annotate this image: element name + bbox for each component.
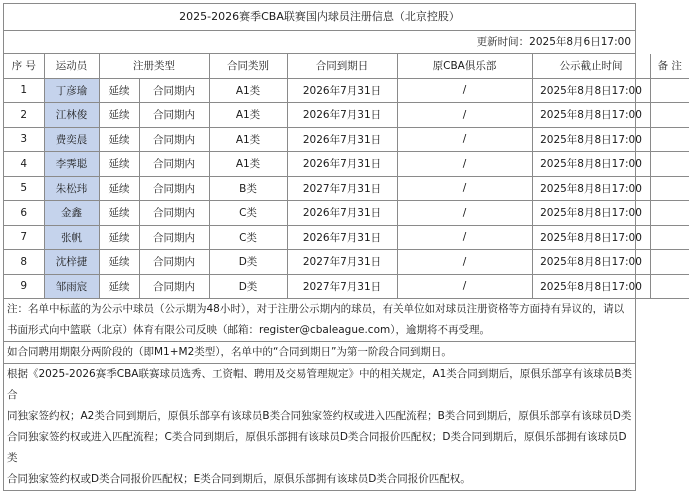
player-name: 丁彦瑜	[44, 78, 99, 103]
reg-type-period: 合同期内	[139, 152, 209, 177]
expiry-date: 2026年7月31日	[287, 127, 397, 152]
former-club: /	[397, 103, 532, 128]
contract-category: A1类	[209, 127, 287, 152]
row-no: 3	[4, 127, 44, 152]
player-table	[4, 54, 689, 299]
reg-type-period: 合同期内	[139, 250, 209, 275]
deadline: 2025年8月8日17:00	[532, 274, 650, 299]
former-club: /	[397, 78, 532, 103]
reg-type-period: 合同期内	[139, 103, 209, 128]
note-line: 如合同聘用期限分两阶段的（即M1+M2类型），名单中的“合同到期日”为第一阶段合同到期日。	[7, 346, 452, 358]
note-paragraph	[4, 299, 635, 341]
expiry-date: 2026年7月31日	[287, 103, 397, 128]
player-name: 张帆	[44, 225, 99, 250]
table-row	[4, 152, 689, 177]
table-row	[4, 225, 689, 250]
reg-type-period: 合同期内	[139, 201, 209, 226]
former-club: /	[397, 176, 532, 201]
remark	[650, 127, 689, 152]
note-line: 注：名单中标蓝的为公示中球员（公示期为48小时），对于注册公示期内的球员，有关单位如对球员注册资格等方面持有异议的，请以	[7, 303, 625, 315]
reg-type-period: 合同期内	[139, 127, 209, 152]
table-row	[4, 127, 689, 152]
expiry-date: 2027年7月31日	[287, 176, 397, 201]
player-name: 金鑫	[44, 201, 99, 226]
remark	[650, 103, 689, 128]
row-no: 8	[4, 250, 44, 275]
contract-category: A1类	[209, 152, 287, 177]
reg-type-period: 合同期内	[139, 176, 209, 201]
contract-category: A1类	[209, 103, 287, 128]
note-paragraph	[4, 363, 635, 490]
header-reg-type: 注册类型	[99, 54, 209, 78]
player-name: 江林俊	[44, 103, 99, 128]
contract-category: D类	[209, 274, 287, 299]
former-club: /	[397, 225, 532, 250]
table-row	[4, 176, 689, 201]
former-club: /	[397, 250, 532, 275]
row-no: 7	[4, 225, 44, 250]
table-row	[4, 274, 689, 299]
reg-type-status: 延续	[99, 152, 139, 177]
reg-type-period: 合同期内	[139, 274, 209, 299]
table-row	[4, 201, 689, 226]
row-no: 4	[4, 152, 44, 177]
deadline: 2025年8月8日17:00	[532, 78, 650, 103]
contract-category: C类	[209, 201, 287, 226]
registration-sheet	[3, 3, 682, 491]
notes-section	[4, 299, 635, 490]
expiry-date: 2026年7月31日	[287, 78, 397, 103]
header-contract-category: 合同类别	[209, 54, 287, 78]
header-player: 运动员	[44, 54, 99, 78]
deadline: 2025年8月8日17:00	[532, 103, 650, 128]
table-row	[4, 103, 689, 128]
row-no: 2	[4, 103, 44, 128]
deadline: 2025年8月8日17:00	[532, 250, 650, 275]
reg-type-status: 延续	[99, 274, 139, 299]
sheet-title: 2025-2026赛季CBA联赛国内球员注册信息（北京控股）	[4, 4, 635, 31]
expiry-date: 2027年7月31日	[287, 274, 397, 299]
reg-type-status: 延续	[99, 201, 139, 226]
header-remark: 备 注	[650, 54, 689, 78]
header-deadline: 公示截止时间	[532, 54, 650, 78]
note-line: 根据《2025-2026赛季CBA联赛球员选秀、工资帽、聘用及交易管理规定》中的相关规定，A1类合同到期后，原俱乐部享有该球员B类合	[7, 368, 633, 401]
reg-type-status: 延续	[99, 250, 139, 275]
player-name: 费奕晨	[44, 127, 99, 152]
expiry-date: 2027年7月31日	[287, 250, 397, 275]
reg-type-status: 延续	[99, 78, 139, 103]
remark	[650, 152, 689, 177]
player-name: 沈梓捷	[44, 250, 99, 275]
remark	[650, 201, 689, 226]
row-no: 5	[4, 176, 44, 201]
header-expiry-date: 合同到期日	[287, 54, 397, 78]
player-name: 邹雨宸	[44, 274, 99, 299]
note-line: 合同独家签约权或D类合同报价匹配权；E类合同到期后，原俱乐部拥有该球员D类合同报价匹配权。	[7, 473, 471, 485]
former-club: /	[397, 127, 532, 152]
former-club: /	[397, 274, 532, 299]
table-row	[4, 78, 689, 103]
note-line: 书面形式向中篮联（北京）体育有限公司反映（邮箱：register@cbaleague.com），逾期将不再受理。	[7, 324, 490, 336]
remark	[650, 250, 689, 275]
reg-type-period: 合同期内	[139, 225, 209, 250]
update-time: 更新时间：2025年8月6日17:00	[4, 31, 635, 54]
expiry-date: 2026年7月31日	[287, 201, 397, 226]
table-row	[4, 250, 689, 275]
remark	[650, 225, 689, 250]
row-no: 9	[4, 274, 44, 299]
deadline: 2025年8月8日17:00	[532, 176, 650, 201]
header-former-club: 原CBA俱乐部	[397, 54, 532, 78]
deadline: 2025年8月8日17:00	[532, 225, 650, 250]
deadline: 2025年8月8日17:00	[532, 152, 650, 177]
contract-category: C类	[209, 225, 287, 250]
former-club: /	[397, 152, 532, 177]
header-no: 序 号	[4, 54, 44, 78]
row-no: 6	[4, 201, 44, 226]
reg-type-status: 延续	[99, 103, 139, 128]
contract-category: D类	[209, 250, 287, 275]
expiry-date: 2026年7月31日	[287, 225, 397, 250]
reg-type-status: 延续	[99, 176, 139, 201]
table-header-row	[4, 54, 689, 78]
player-name: 李霁聪	[44, 152, 99, 177]
former-club: /	[397, 201, 532, 226]
note-line: 同独家签约权；A2类合同到期后，原俱乐部享有该球员B类合同独家签约权或进入匹配流程；B类合同到期后，原俱乐部享有该球员D类	[7, 410, 632, 422]
contract-category: A1类	[209, 78, 287, 103]
expiry-date: 2026年7月31日	[287, 152, 397, 177]
reg-type-status: 延续	[99, 127, 139, 152]
reg-type-period: 合同期内	[139, 78, 209, 103]
row-no: 1	[4, 78, 44, 103]
remark	[650, 78, 689, 103]
remark	[650, 176, 689, 201]
player-name: 朱松玮	[44, 176, 99, 201]
contract-category: B类	[209, 176, 287, 201]
table-body	[4, 78, 689, 299]
remark	[650, 274, 689, 299]
note-line: 合同独家签约权或进入匹配流程；C类合同到期后，原俱乐部拥有该球员D类合同报价匹配权；D类合同到期后，原俱乐部拥有该球员D类	[7, 431, 627, 464]
reg-type-status: 延续	[99, 225, 139, 250]
deadline: 2025年8月8日17:00	[532, 127, 650, 152]
deadline: 2025年8月8日17:00	[532, 201, 650, 226]
note-paragraph	[4, 341, 635, 363]
